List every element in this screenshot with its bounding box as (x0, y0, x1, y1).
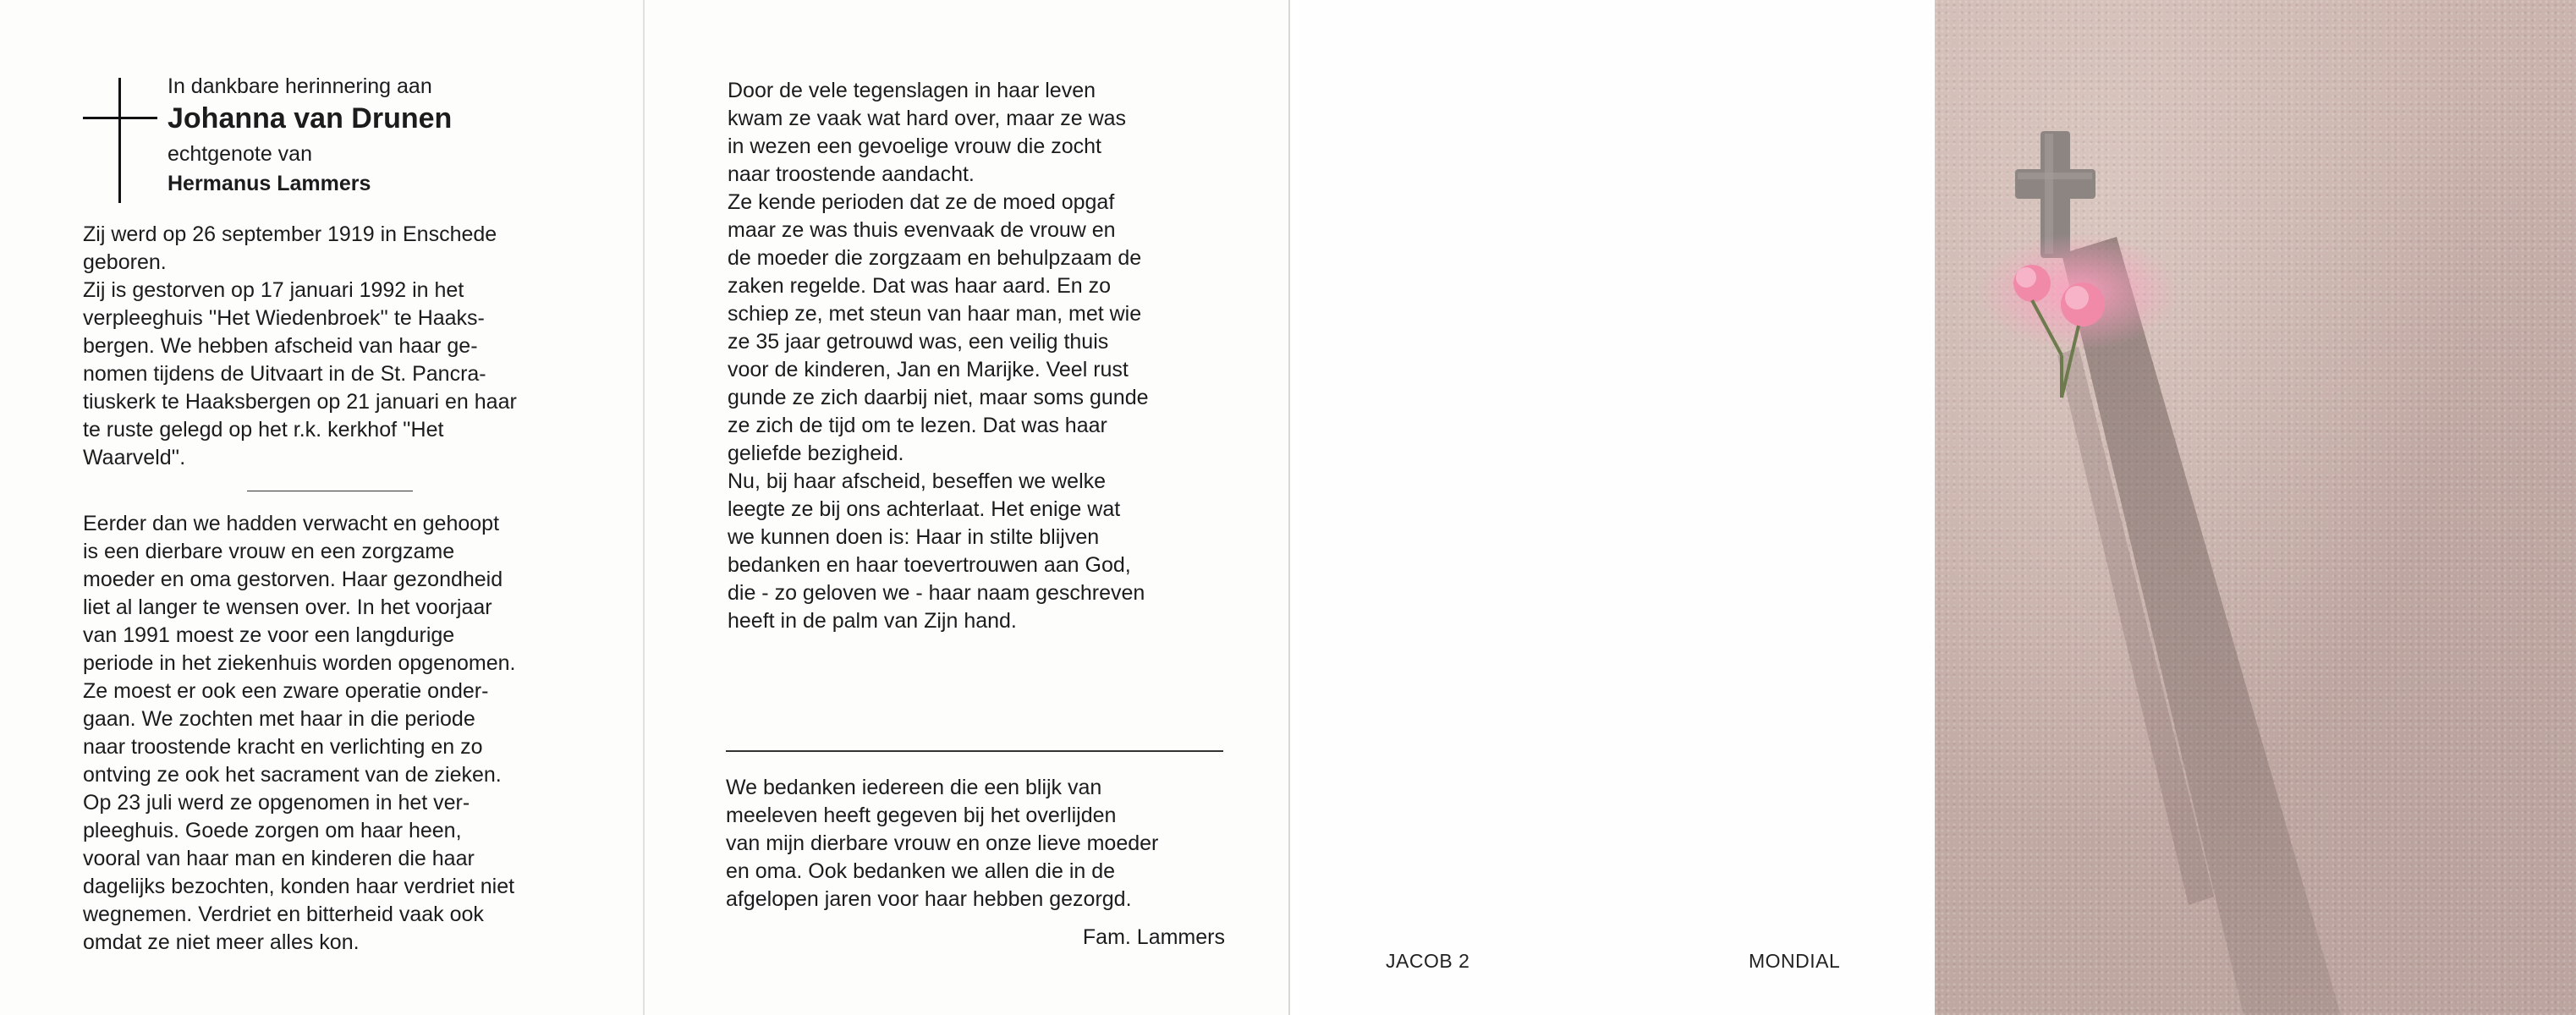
text-line: van 1991 moest ze voor een langdurige (83, 623, 455, 647)
text-line: Zij werd op 26 september 1919 in Enschede (83, 222, 497, 246)
text-line: maar ze was thuis evenvaak de vrouw en (728, 218, 1116, 242)
text-line: van mijn dierbare vrouw en onze lieve moeder (726, 831, 1159, 855)
text-line: Zij is gestorven op 17 januari 1992 in het (83, 278, 464, 302)
design-code-label: JACOB 2 (1386, 950, 1470, 972)
text-line: naar troostende kracht en verlichting en zo (83, 735, 483, 759)
text-line: bergen. We hebben afscheid van haar ge- (83, 334, 478, 358)
text-line: vooral van haar man en kinderen die haar (83, 847, 475, 870)
text-line: moeder en oma gestorven. Haar gezondheid (83, 568, 503, 591)
text-line: meeleven heeft gegeven bij het overlijden (726, 804, 1117, 827)
spouse-name: Hermanus Lammers (168, 172, 371, 195)
right-page (645, 0, 1290, 1015)
text-line: We bedanken iedereen die een blijk van (726, 776, 1102, 799)
text-line: zaken regelde. Dat was haar aard. En zo (728, 274, 1112, 298)
text-line: die - zo geloven we - haar naam geschreven (728, 581, 1145, 605)
text-line: geboren. (83, 250, 167, 274)
text-line: schiep ze, met steun van haar man, met wie (728, 302, 1142, 326)
text-line: tiuskerk te Haaksbergen op 21 januari en haar (83, 390, 517, 414)
text-line: Op 23 juli werd ze opgenomen in het ver- (83, 791, 470, 815)
text-line: kwam ze vaak wat hard over, maar ze was (728, 107, 1127, 130)
deceased-name: Johanna van Drunen (168, 102, 453, 134)
text-line: de moeder die zorgzaam en behulpzaam de (728, 246, 1142, 270)
mourning-cross-icon (118, 78, 121, 203)
outside-spread (1299, 0, 2576, 1015)
back-cover (1299, 0, 1935, 1015)
text-line: omdat ze niet meer alles kon. (83, 930, 360, 954)
text-line: en oma. Ook bedanken we allen die in de (726, 859, 1116, 883)
publisher-label: MONDIAL (1749, 950, 1841, 972)
thanks-divider (726, 750, 1223, 752)
text-line: pleeghuis. Goede zorgen om haar heen, (83, 819, 462, 842)
text-line: periode in het ziekenhuis worden opgenomen. (83, 651, 516, 675)
front-cover-photo (1935, 0, 2576, 1015)
text-line: we kunnen doen is: Haar in stilte blijven (728, 525, 1100, 549)
intro-text: In dankbare herinnering aan (168, 74, 432, 98)
thanks-paragraph (726, 774, 1225, 914)
text-line: verpleeghuis ''Het Wiedenbroek'' te Haaks- (83, 306, 485, 330)
text-line: Waarveld''. (83, 446, 186, 469)
text-line: ze 35 jaar getrouwd was, een veilig thuis (728, 330, 1109, 354)
text-line: Ze moest er ook een zware operatie onder- (83, 679, 489, 703)
character-paragraph (728, 77, 1227, 635)
text-line: geliefde bezigheid. (728, 442, 904, 465)
text-line: ze zich de tijd om te lezen. Dat was haar (728, 414, 1107, 437)
cross-and-roses-illustration (1935, 0, 2576, 1015)
text-line: Nu, bij haar afscheid, beseffen we welke (728, 469, 1107, 493)
text-line: is een dierbare vrouw en een zorgzame (83, 540, 455, 563)
text-line: Ze kende perioden dat ze de moed opgaf (728, 190, 1115, 214)
text-line: gunde ze zich daarbij niet, maar soms gunde (728, 386, 1149, 409)
text-line: naar troostende aandacht. (728, 162, 975, 186)
relation-text: echtgenote van (168, 142, 312, 166)
text-line: Door de vele tegenslagen in haar leven (728, 79, 1096, 102)
text-line: gaan. We zochten met haar in die periode (83, 707, 475, 731)
mourning-cross-bar (83, 117, 157, 119)
text-line: nomen tijdens de Uitvaart in de St. Pancra- (83, 362, 486, 386)
text-line: bedanken en haar toevertrouwen aan God, (728, 553, 1131, 577)
text-line: afgelopen jaren voor haar hebben gezorgd. (726, 887, 1132, 911)
text-line: liet al langer te wensen over. In het voorjaar (83, 595, 492, 619)
text-line: dagelijks bezochten, konden haar verdriet niet (83, 875, 515, 898)
text-line: in wezen een gevoelige vrouw die zocht (728, 134, 1101, 158)
text-line: voor de kinderen, Jan en Marijke. Veel rust (728, 358, 1129, 381)
life-dates-paragraph (83, 221, 580, 472)
memory-paragraph (83, 510, 582, 957)
text-line: heeft in de palm van Zijn hand. (728, 609, 1017, 633)
text-line: te ruste gelegd op het r.k. kerkhof ''Het (83, 418, 444, 442)
text-line: ontving ze ook het sacrament van de zieken. (83, 763, 502, 787)
text-line: wegnemen. Verdriet en bitterheid vaak ook (83, 903, 484, 926)
text-line: leegte ze bij ons achterlaat. Het enige wat (728, 497, 1121, 521)
left-page (0, 0, 645, 1015)
text-line: Eerder dan we hadden verwacht en gehoopt (83, 512, 500, 535)
family-signature: Fam. Lammers (1082, 925, 1225, 949)
